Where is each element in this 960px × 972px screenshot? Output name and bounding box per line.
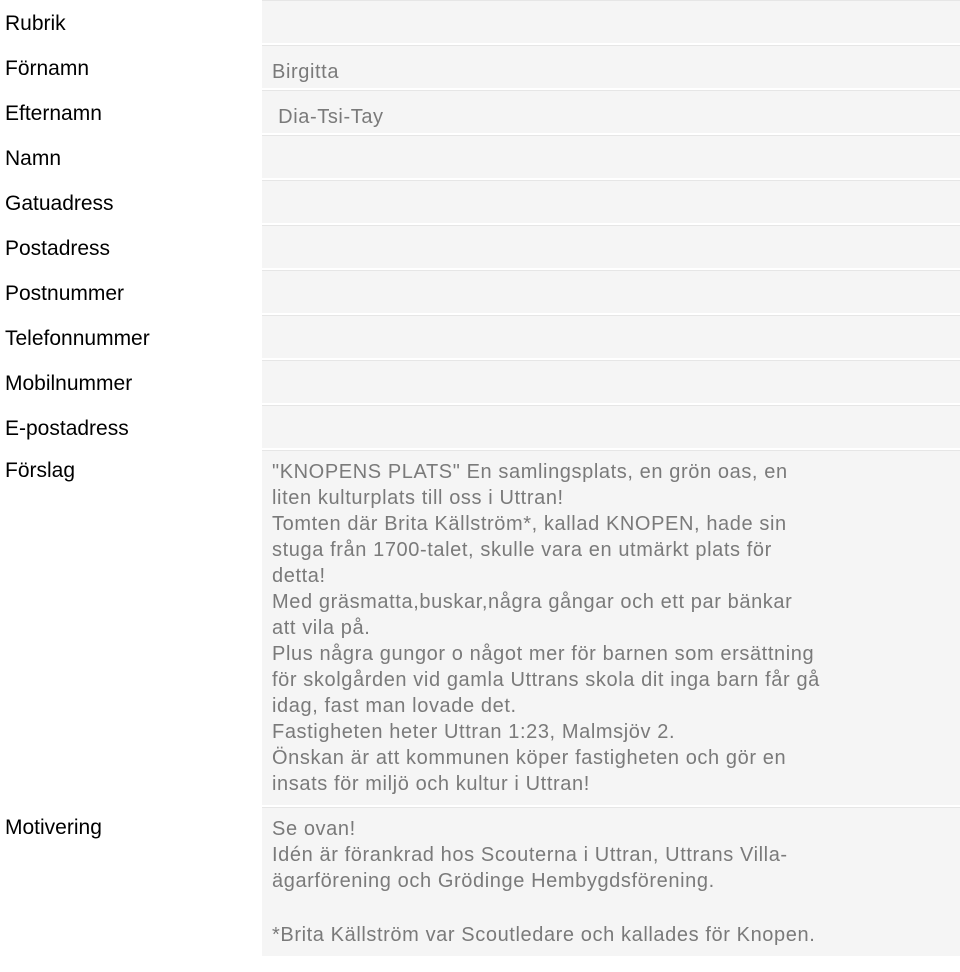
field-value xyxy=(262,450,960,805)
forslag-text: "KNOPENS PLATS" En samlingsplats, en grön oas, en liten kulturplats till oss i Uttran! Tomten där Brita Källström*, kallad KNOPEN, hade sin stuga från 1700-talet, skulle vara en utmärkt plats för detta! Med gräsmatta,buskar,några gångar och ett par bänkar att vila på. Plus några gungor o något mer för barnen som ersättning för skolgården vid gamla Uttrans skola dit inga barn får gå idag, fast man lovade det. Fastigheten heter Uttran 1:23, Malmsjöv 2. Önskan är att kommunen köper fastigheten och gör en insats för miljö och kultur i Uttran! xyxy=(272,461,820,795)
field-row-postnummer xyxy=(0,270,960,315)
field-label: Förslag xyxy=(5,459,76,482)
spacer xyxy=(272,894,960,922)
field-value xyxy=(262,315,960,358)
field-label: Postadress xyxy=(5,237,111,260)
field-value xyxy=(262,807,960,956)
field-row-efternamn xyxy=(0,90,960,135)
field-value xyxy=(262,405,960,448)
field-value xyxy=(262,360,960,403)
field-value xyxy=(262,270,960,313)
motivering-text: Se ovan! Idén är förankrad hos Scouterna i Uttran, Uttrans Villa- ägarförening och Grödinge Hembygdsförening. xyxy=(272,818,788,892)
field-row-gatuadress xyxy=(0,180,960,225)
field-label: Förnamn xyxy=(5,57,90,80)
motivering-footnote: *Brita Källström var Scoutledare och kallades för Knopen. xyxy=(272,924,816,946)
field-value: Dia-Tsi-Tay xyxy=(262,90,960,133)
field-value xyxy=(262,135,960,178)
field-label: Postnummer xyxy=(5,282,125,305)
field-row-mobilnummer xyxy=(0,360,960,405)
field-value: Birgitta xyxy=(262,45,960,88)
field-label: Motivering xyxy=(5,816,102,839)
field-value xyxy=(262,225,960,268)
field-label: Rubrik xyxy=(5,12,66,35)
field-row-postadress xyxy=(0,225,960,270)
field-row-forslag xyxy=(0,450,960,807)
field-row-fornamn xyxy=(0,45,960,90)
field-label: Efternamn xyxy=(5,102,102,125)
field-label: Mobilnummer xyxy=(5,372,133,395)
field-label: E-postadress xyxy=(5,417,129,440)
field-row-epostadress xyxy=(0,405,960,450)
field-label: Telefonnummer xyxy=(5,327,150,350)
field-value xyxy=(262,180,960,223)
field-row-telefonnummer xyxy=(0,315,960,360)
field-label: Gatuadress xyxy=(5,192,114,215)
field-label: Namn xyxy=(5,147,62,170)
field-row-namn xyxy=(0,135,960,180)
field-row-rubrik xyxy=(0,0,960,45)
field-row-motivering xyxy=(0,807,960,958)
field-value xyxy=(262,0,960,43)
